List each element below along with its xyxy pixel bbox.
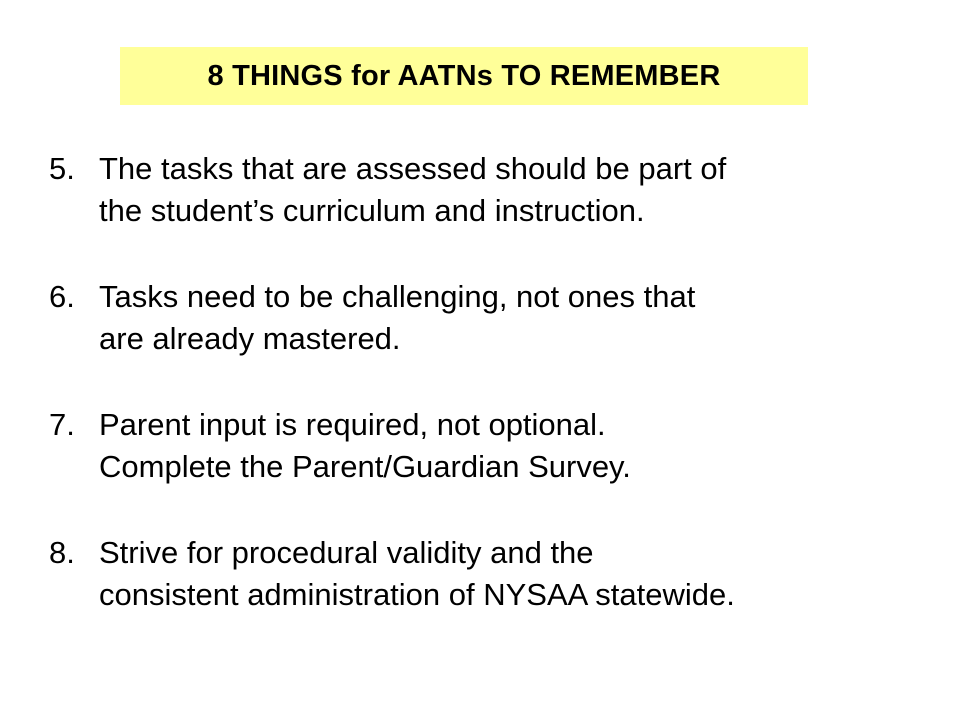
list-item-line: Complete the Parent/Guardian Survey. — [99, 449, 631, 484]
list-item-text — [99, 404, 929, 488]
numbered-list — [49, 148, 929, 660]
list-item-text — [99, 148, 929, 232]
slide-title: 8 THINGS for AATNs TO REMEMBER — [207, 59, 721, 92]
list-item-line: consistent administration of NYSAA statewide. — [99, 577, 735, 612]
list-item-number: 7. — [49, 407, 75, 442]
list-item-line: Tasks need to be challenging, not ones that — [99, 279, 696, 314]
list-item-number: 8. — [49, 535, 75, 570]
list-item-text — [99, 276, 929, 360]
list-item-line: Parent input is required, not optional. — [99, 407, 606, 442]
list-item-line: Strive for procedural validity and the — [99, 535, 594, 570]
list-item — [49, 532, 929, 616]
list-item-number: 6. — [49, 279, 75, 314]
list-item — [49, 276, 929, 360]
list-item-number: 5. — [49, 151, 75, 186]
list-item-line: The tasks that are assessed should be part of — [99, 151, 727, 186]
title-banner — [120, 47, 808, 105]
list-item — [49, 148, 929, 232]
list-item-line: the student’s curriculum and instruction. — [99, 193, 645, 228]
list-item-text — [99, 532, 929, 616]
list-item — [49, 404, 929, 488]
list-item-line: are already mastered. — [99, 321, 401, 356]
